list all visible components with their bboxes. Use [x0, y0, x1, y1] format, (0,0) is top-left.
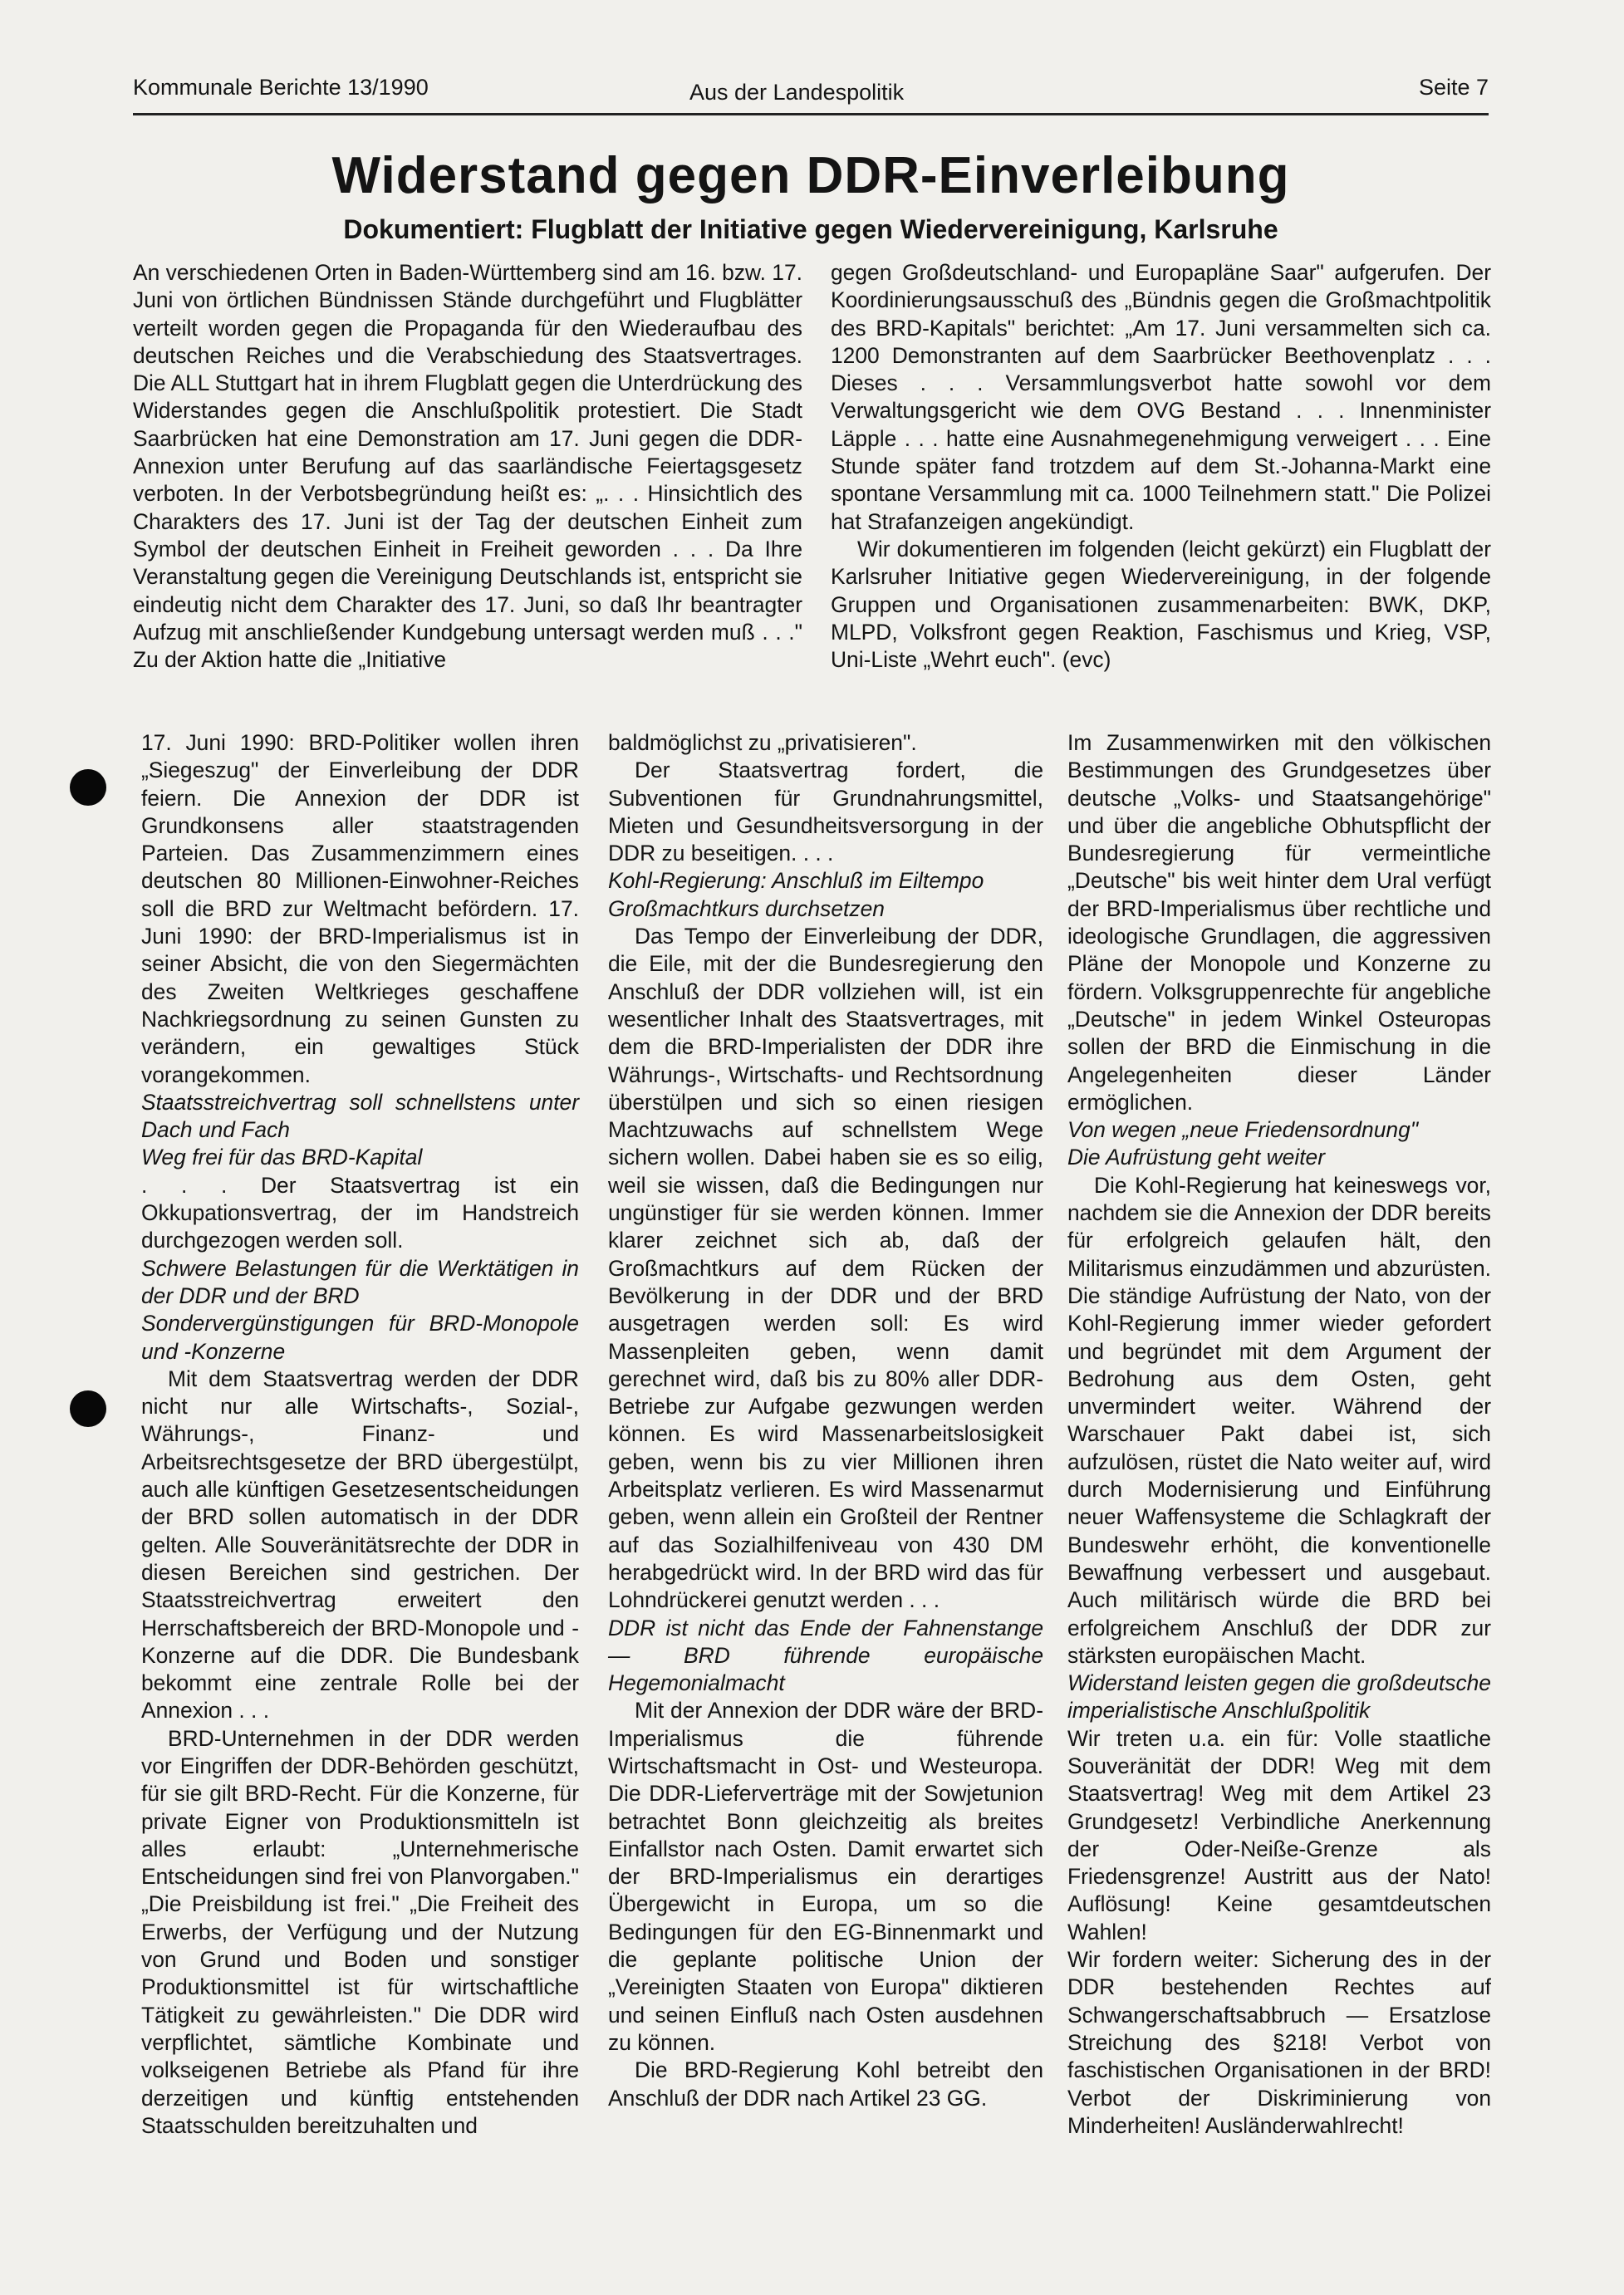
subheading: Weg frei für das BRD-Kapital: [141, 1145, 423, 1170]
page-header: [133, 66, 1489, 115]
subheading: Großmachtkurs durchsetzen: [608, 895, 885, 921]
paragraph: Wir fordern weiter: Sicherung des in der DDR bestehenden Rechtes auf Schwangerschaftsabbruch — Ersatzlose Streichung des §218! Verbot von faschistischen Organisationen in der BRD! Verbot der Diskriminierung von Minderheiten! Ausländerwahlrecht!: [1067, 1947, 1491, 2138]
article-subtitle: Dokumentiert: Flugblatt der Initiative gegen Wiedervereinigung, Karlsruhe: [343, 214, 1278, 244]
paragraph: Wir treten u.a. ein für: Volle staatliche Souveränität der DDR! Weg mit dem Staatsvertrag! Weg mit dem Artikel 23 Grundgesetz! Verbindliche Anerkennung der Oder-Neiße-Grenze als Friedensgrenze! Austritt aus der Nato! Auflösung! Keine gesamtdeutschen Wahlen!: [1067, 1725, 1491, 1944]
section-name: Aus der Landespolitik: [689, 80, 905, 105]
paragraph: . . . Der Staatsvertrag ist ein Okkupationsvertrag, der im Handstreich durchgezogen werden soll.: [141, 1172, 579, 1253]
intro-paragraph: Wir dokumentieren im folgenden (leicht gekürzt) ein Flugblatt der Karlsruher Initiative gegen Wiedervereinigung, in der folgende Gruppen und Organisationen zusammenarbeiten: BWK, DKP, MLPD, Volksfront gegen Reaktion, Faschismus und Krieg, VSP, Uni-Liste „Wehrt euch". (evc): [831, 536, 1491, 673]
intro-paragraph: gegen Großdeutschland- und Europapläne Saar" aufgerufen. Der Koordinierungsausschuß des „Bündnis gegen die Großmachtpolitik des BRD-Kapitals" berichtet: „Am 17. Juni versammelten sich ca. 1200 Demonstranten auf dem Saarbrücker Beethovenplatz . . . Dieses . . . Versammlungsverbot hatte sowohl vor dem Verwaltungsgericht wie dem OVG Bestand . . . Innenminister Läpple . . . hatte eine Ausnahmegenehmigung verweigert . . . Eine Stunde später fand trotzdem auf dem St.-Johanna-Markt eine spontane Versammlung mit ca. 1000 Teilnehmern statt." Die Polizei hat Strafanzeigen angekündigt.: [831, 260, 1491, 534]
subheading: DDR ist nicht das Ende der Fahnenstange — BRD führende europäische Hegemonialmacht: [608, 1615, 1043, 1696]
paragraph: Das Tempo der Einverleibung der DDR, die Eile, mit der die Bundesregierung den Anschluß der DDR vollziehen will, ist ein wesentlicher Inhalt des Staatsvertrages, mit dem die BRD-Imperialisten der DDR ihre Währungs-, Wirtschafts- und Rechtsordnung überstülpen und sich so einen riesigen Machtzuwachs auf schnellstem Wege sichern wollen. Dabei haben sie es so eilig, weil sie wissen, daß die Bedingungen nur ungünstiger für sie werden können. Immer klarer zeichnet sich ab, daß der Großmachtkurs auf dem Rücken der Bevölkerung in der DDR und der BRD ausgetragen werden soll: Es wird Massenpleiten geben, wenn damit gerechnet wird, daß bis zu 80% aller DDR-Betriebe zur Aufgabe gezwungen werden können. Es wird Massenarbeitslosigkeit geben, wenn bis zu vier Millionen ihren Arbeitsplatz verlieren. Es wird Massenarmut geben, wenn allein ein Großteil der Rentner auf das Sozialhilfeniveau von 430 DM herabgedrückt wird. In der BRD wird das für Lohndrückerei genutzt werden . . .: [608, 924, 1043, 1613]
paragraph: Mit der Annexion der DDR wäre der BRD-Imperialismus die führende Wirtschaftsmacht in Ost- und Westeuropa. Die DDR-Lieferverträge mit der Sowjetunion betrachtet Bonn gleichzeitig als breites Einfallstor nach Osten. Damit erwartet sich der BRD-Imperialismus ein derartiges Übergewicht in Europa, um so die Bedingungen für den EG-Binnenmarkt und die geplante politische Union der „Vereinigten Staaten von Europa" diktieren und seinen Einfluß nach Osten ausdehnen zu können.: [608, 1698, 1043, 2055]
leaflet-column-3: [1067, 729, 1491, 2140]
paragraph: Die BRD-Regierung Kohl betreibt den Anschluß der DDR nach Artikel 23 GG.: [608, 2057, 1043, 2111]
subheading: Kohl-Regierung: Anschluß im Eiltempo: [608, 868, 984, 894]
subheading: Von wegen „neue Friedensordnung": [1067, 1117, 1419, 1143]
paragraph: Die Kohl-Regierung hat keineswegs vor, nachdem sie die Annexion der DDR bereits für erfolgreich gelaufen hält, den Militarismus einzudämmen und abzurüsten. Die ständige Aufrüstung der Nato, von der Kohl-Regierung immer wieder gefordert und begründet mit dem Argument der Bedrohung aus dem Osten, geht unvermindert weiter. Während der Warschauer Pakt dabei ist, sich aufzulösen, rüstet die Nato weiter auf, wird durch Modernisierung und Einführung neuer Waffensysteme die Schlagkraft der Bundeswehr erhöht, die konventionelle Bewaffnung verbessert und ausgebaut. Auch militärisch würde die BRD bei erfolgreichem Anschluß der DDR zur stärksten europäischen Macht.: [1067, 1172, 1491, 1668]
intro-left-column: [133, 259, 802, 674]
paragraph: Im Zusammenwirken mit den völkischen Bestimmungen des Grundgesetzes über deutsche „Volks- und Staatsangehörige" und über die angebliche Obhutspflicht der Bundesregierung für vermeintliche „Deutsche" bis weit hinter dem Ural verfügt der BRD-Imperialismus über rechtliche und ideologische Grundlagen, die aggressiven Pläne der Monopole und Konzerne zu fördern. Volksgruppenrechte für angebliche „Deutsche" in jedem Winkel Osteuropas sollen der BRD die Einmischung in die Angelegenheiten dieser Länder ermöglichen.: [1067, 730, 1491, 1115]
page-number: Seite 7: [1418, 75, 1489, 100]
subheading: Widerstand leisten gegen die großdeutsche imperialistische Anschlußpolitik: [1067, 1670, 1491, 1724]
publication-name: Kommunale Berichte 13/1990: [133, 75, 429, 100]
intro-paragraph: An verschiedenen Orten in Baden-Württemberg sind am 16. bzw. 17. Juni von örtlichen Bündnissen Stände durchgeführt und Flugblätter verteilt worden gegen die Propaganda für den Wiederaufbau des deutschen Reiches und die Verabschiedung des Staatsvertrages. Die ALL Stuttgart hat in ihrem Flugblatt gegen die Unterdrückung des Widerstandes gegen die Anschlußpolitik protestiert. Die Stadt Saarbrücken hat eine Demonstration am 17. Juni gegen die DDR-Annexion unter Berufung auf das saarländische Feiertagsgesetz verboten. In der Verbotsbegründung heißt es: „. . . Hinsichtlich des Charakters des 17. Juni ist der Tag der deutschen Einheit zum Symbol der deutschen Einheit in Freiheit geworden . . . Da Ihre Veranstaltung gegen die Vereinigung Deutschlands ist, entspricht sie eindeutig nicht dem Charakter des 17. Juni, so daß Ihr beantragter Aufzug mit anschließender Kundgebung untersagt werden muß . . ." Zu der Aktion hatte die „Initiative: [133, 260, 802, 673]
subheading: Sondervergünstigungen für BRD-Monopole und -Konzerne: [141, 1311, 579, 1364]
leaflet-column-1: [141, 729, 579, 2140]
subheading: Staatsstreichvertrag soll schnellstens unter Dach und Fach: [141, 1089, 579, 1143]
paragraph: Der Staatsvertrag fordert, die Subventionen für Grundnahrungsmittel, Mieten und Gesundheitsversorgung in der DDR zu beseitigen. . . .: [608, 758, 1043, 866]
paragraph: 17. Juni 1990: BRD-Politiker wollen ihren „Siegeszug" der Einverleibung der DDR feiern. Die Annexion der DDR ist Grundkonsens aller staatstragenden Parteien. Das Zusammenzimmern eines deutschen 80 Millionen-Einwohner-Reiches soll die BRD zur Weltmacht befördern. 17. Juni 1990: der BRD-Imperialismus ist in seiner Absicht, die von den Siegermächten des Zweiten Weltkrieges geschaffene Nachkriegsordnung zu seinen Gunsten zu verändern, ein gewaltiges Stück vorangekommen.: [141, 730, 579, 1087]
leaflet-column-2: [608, 729, 1043, 2112]
subheading: Schwere Belastungen für die Werktätigen in der DDR und der BRD: [141, 1255, 579, 1308]
paragraph: Mit dem Staatsvertrag werden der DDR nicht nur alle Wirtschafts-, Sozial-, Währungs-, Finanz- und Arbeitsrechtsgesetze der BRD übergestülpt, auch alle künftigen Gesetzesentscheidungen der BRD sollen automatisch in der DDR gelten. Alle Souveränitätsrechte der DDR in diesen Bereichen sind gestrichen. Der Staatsstreichvertrag erweitert den Herrschaftsbereich der BRD-Monopole und -Konzerne auf die DDR. Die Bundesbank bekommt eine zentrale Rolle bei der Annexion . . .: [141, 1366, 579, 1724]
intro-right-column: [831, 259, 1491, 674]
paragraph: baldmöglichst zu „privatisieren".: [608, 730, 917, 755]
subheading: Die Aufrüstung geht weiter: [1067, 1145, 1326, 1170]
punch-hole-mark: [70, 769, 106, 806]
paragraph: BRD-Unternehmen in der DDR werden vor Eingriffen der DDR-Behörden geschützt, für sie gilt BRD-Recht. Für die Konzerne, für private Eigner von Produktionsmitteln ist alles erlaubt: „Unternehmerische Entscheidungen sind frei von Planvorgaben." „Die Preisbildung ist frei." „Die Freiheit des Erwerbs, der Verfügung und der Nutzung von Grund und Boden und sonstiger Produktionsmittel ist für wirtschaftliche Tätigkeit zu gewährleisten." Die DDR wird verpflichtet, sämtliche Kombinate und volkseigenen Betriebe als Pfand für ihre derzeitigen und künftig entstehenden Staatsschulden bereitzuhalten und: [141, 1725, 579, 2138]
punch-hole-mark: [70, 1390, 106, 1427]
article-title: Widerstand gegen DDR-Einverleibung: [331, 147, 1290, 204]
